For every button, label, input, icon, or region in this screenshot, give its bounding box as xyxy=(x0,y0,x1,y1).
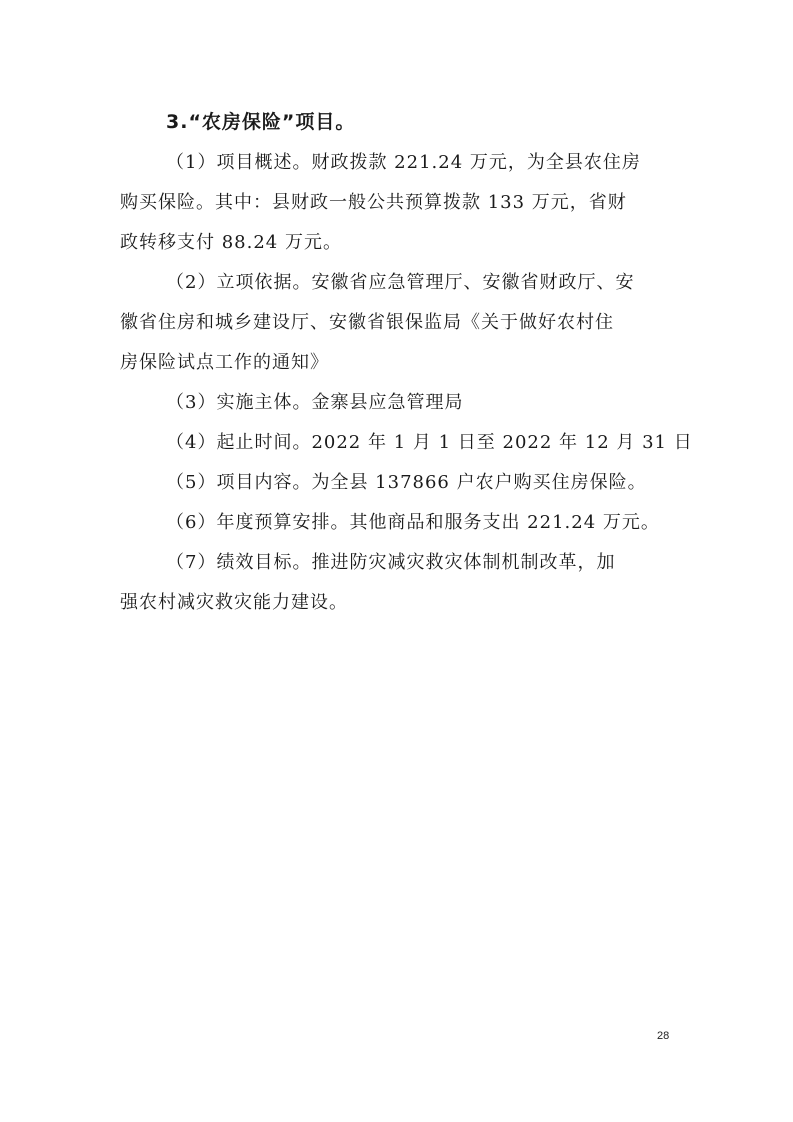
paragraph-line: 房保险试点工作的通知》 xyxy=(120,352,329,373)
paragraph-line: 徽省住房和城乡建设厅、安徽省银保监局《关于做好农村住 xyxy=(120,312,614,333)
paragraph-line: 强农村减灾救灾能力建设。 xyxy=(120,592,348,613)
paragraph-implementer xyxy=(120,383,680,423)
paragraph-budget xyxy=(120,503,680,543)
paragraph-goals xyxy=(120,543,680,623)
paragraph-line: （5）项目内容。为全县 137866 户农户购买住房保险。 xyxy=(166,472,647,493)
paragraph-basis xyxy=(120,263,680,383)
paragraph-line: （6）年度预算安排。其他商品和服务支出 221.24 万元。 xyxy=(166,512,660,533)
page-number: 28 xyxy=(657,1030,670,1042)
paragraph-line: 政转移支付 88.24 万元。 xyxy=(120,232,342,253)
paragraph-line: （3）实施主体。金寨县应急管理局 xyxy=(166,392,464,413)
paragraph-line: （1）项目概述。财政拨款 221.24 万元，为全县农住房 xyxy=(166,152,641,173)
paragraph-line: （4）起止时间。2022 年 1 月 1 日至 2022 年 12 月 31 日 xyxy=(166,432,693,453)
document-body xyxy=(120,101,693,623)
paragraph-period xyxy=(120,423,693,463)
section-heading: 3.“农房保险”项目。 xyxy=(166,111,356,133)
paragraph-line: （7）绩效目标。推进防灾减灾救灾体制机制改革，加 xyxy=(166,552,616,573)
paragraph-line: （2）立项依据。安徽省应急管理厅、安徽省财政厅、安 xyxy=(166,272,635,293)
paragraph-overview xyxy=(120,143,680,263)
paragraph-line: 购买保险。其中：县财政一般公共预算拨款 133 万元，省财 xyxy=(120,192,627,213)
paragraph-content xyxy=(120,463,680,503)
